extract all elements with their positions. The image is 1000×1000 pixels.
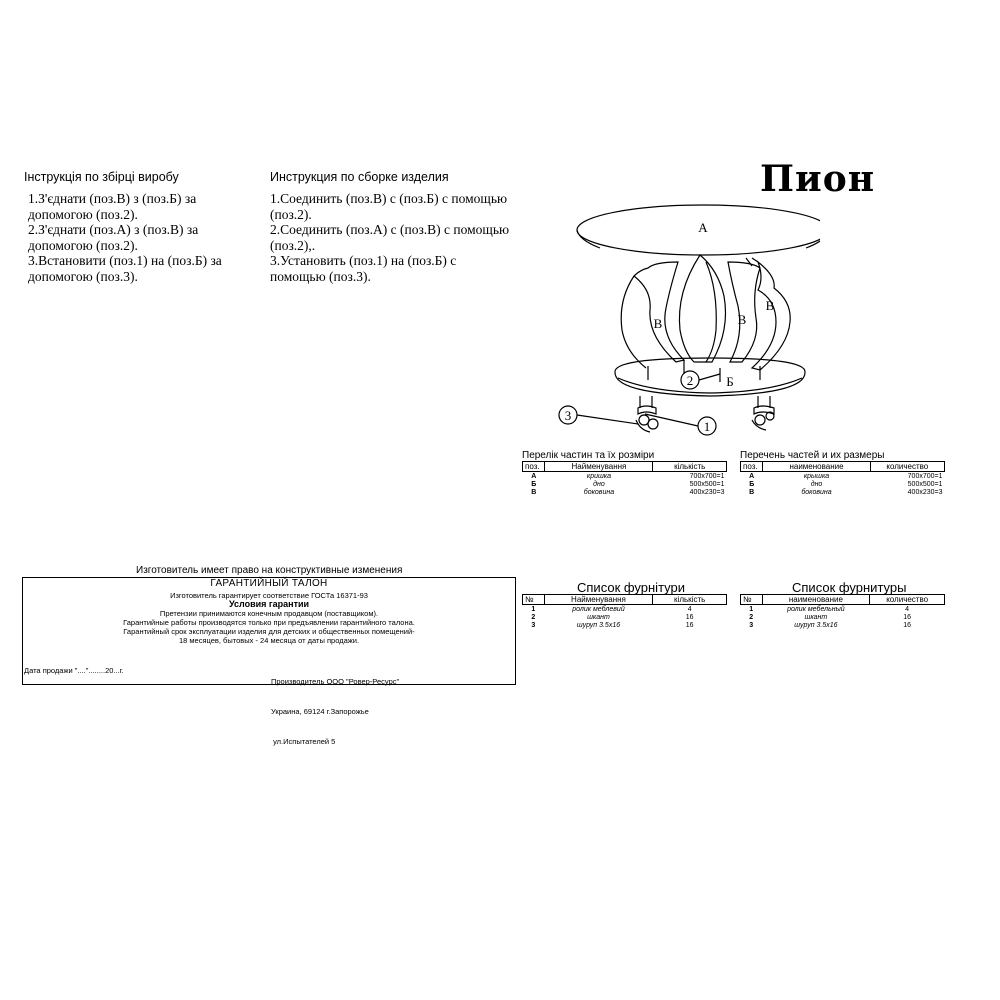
cell-name: крышка (803, 472, 830, 480)
column-header: Найменування (544, 595, 653, 605)
column-header: № (741, 595, 763, 605)
instruction-line: 3.Встановити (поз.1) на (поз.Б) за (28, 253, 222, 268)
guarantee-conditions-title: Условия гарантии (228, 599, 310, 609)
cell-qty: 16 (903, 621, 912, 629)
table-row (741, 613, 945, 621)
fittings-ru-table (740, 594, 945, 629)
label-base: Б (726, 374, 734, 389)
table-row (523, 480, 727, 488)
column-header: кількість (653, 595, 727, 605)
instructions-ua-steps (28, 191, 222, 284)
cell-name: дно (593, 480, 605, 488)
instructions-ua-title: Інструкція по збірці виробу (24, 170, 179, 184)
guarantee-line: Претензии принимаются конечным продавцом (поставщиком). (159, 609, 379, 618)
parts-ua-table (522, 461, 727, 496)
callout-2-label: 2 (686, 373, 694, 388)
table-row (741, 480, 945, 488)
producer-line: Украина, 69124 г.Запорожье (271, 707, 369, 716)
column-header: количество (870, 595, 945, 605)
cell-code: 1 (749, 605, 754, 613)
table-row (523, 613, 727, 621)
cell-code: В (749, 488, 755, 496)
cell-name: шуруп 3.5х16 (794, 621, 838, 629)
cell-name: боковина (583, 488, 615, 496)
cell-qty: 400х230=3 (907, 488, 943, 496)
sale-date: Дата продажи "...."........20...г. (24, 666, 124, 675)
cell-qty: 700х700=1 (689, 472, 725, 480)
table-header (523, 595, 727, 605)
table-header (523, 462, 727, 472)
table-row (523, 472, 727, 481)
cell-code: 3 (749, 621, 754, 629)
instruction-line: допомогою (поз.2). (28, 237, 138, 253)
cell-qty: 16 (903, 613, 912, 621)
manufacturer-note: Изготовитель имеет право на конструктивные изменения (136, 565, 403, 576)
column-header: поз. (741, 462, 763, 472)
table-header (741, 462, 945, 472)
parts-ru-title: Перечень частей и их размеры (740, 450, 885, 461)
instruction-line: (поз.2),. (270, 237, 316, 253)
cell-code: Б (749, 480, 755, 488)
cell-name: шкант (587, 613, 610, 621)
producer-info (271, 657, 399, 767)
instructions-ru-steps (270, 191, 509, 284)
cell-qty: 700х700=1 (907, 472, 943, 480)
column-header: кількість (653, 462, 727, 472)
guarantee-title: ГАРАНТИЙНЫЙ ТАЛОН (210, 578, 328, 589)
cell-code: А (749, 472, 755, 480)
cell-code: Б (531, 480, 537, 488)
fittings-ua-table (522, 594, 727, 629)
table-row (741, 488, 945, 496)
table-header (741, 595, 945, 605)
assembly-drawing (545, 200, 820, 445)
column-header: наименование (763, 462, 870, 472)
guarantee-gost: Изготовитель гарантирует соответствие ГОСТа 16371-93 (170, 591, 368, 600)
label-side-left: В (653, 316, 663, 331)
cell-qty: 16 (685, 613, 694, 621)
cell-qty: 400х230=3 (689, 488, 725, 496)
instruction-line: 3.Установить (поз.1) на (поз.Б) с (270, 253, 457, 268)
instruction-line: допомогою (поз.2). (28, 206, 138, 222)
guarantee-line: Гарантийные работы производятся только при предъявлении гарантийного талона. (123, 618, 415, 627)
instruction-line: (поз.2). (270, 206, 312, 222)
table-row (741, 605, 945, 614)
cell-name: боковина (801, 488, 832, 496)
guarantee-card (22, 577, 516, 746)
column-header: количество (870, 462, 944, 472)
instruction-line: 2.Соединить (поз.А) с (поз.В) с помощью (270, 222, 510, 237)
instructions-ru-title: Инструкция по сборке изделия (270, 170, 449, 184)
label-side-right: В (765, 298, 775, 313)
cell-qty: 16 (685, 621, 694, 629)
instruction-line: 1.З'єднати (поз.В) з (поз.Б) за (28, 191, 197, 206)
cell-code: 3 (531, 621, 536, 629)
callout-1-label: 1 (703, 419, 711, 434)
cell-qty: 500х500=1 (907, 480, 943, 488)
cell-name: кришка (586, 472, 611, 480)
column-header: поз. (523, 462, 545, 472)
label-top: А (698, 220, 708, 235)
table-row (523, 621, 727, 629)
producer-line: Производитель ООО "Ровер-Ресурс" (271, 677, 400, 686)
instruction-line: допомогою (поз.3). (28, 268, 138, 284)
label-side-center: В (737, 312, 747, 327)
table-row (741, 621, 945, 629)
cell-code: В (531, 488, 537, 496)
cell-qty: 500х500=1 (689, 480, 725, 488)
roller-right (752, 396, 774, 430)
cell-code: 1 (531, 605, 536, 613)
guarantee-line: 18 месяцев, бытовых - 24 месяца от даты продажи. (178, 636, 360, 645)
fittings-ua-title: Список фурнітури (577, 580, 686, 595)
cell-name: дно (810, 480, 823, 488)
instruction-line: 2.З'єднати (поз.А) з (поз.В) за (28, 222, 199, 237)
cell-qty: 4 (905, 605, 910, 613)
table-row (741, 472, 945, 481)
callout-3-label: 3 (564, 408, 572, 423)
instruction-line: помощью (поз.3). (270, 268, 371, 284)
side-panel-center (679, 255, 725, 362)
side-panel-left (634, 262, 684, 362)
column-header: наименование (762, 595, 870, 605)
parts-ru-table (740, 461, 945, 496)
instruction-line: 1.Соединить (поз.В) с (поз.Б) с помощью (270, 191, 508, 206)
cell-name: шуруп 3.5х16 (576, 621, 621, 629)
fittings-ru-title: Список фурнитуры (792, 580, 907, 595)
cell-code: 2 (749, 613, 754, 621)
product-name: Пион (760, 158, 876, 200)
cell-name: шкант (804, 613, 828, 621)
cell-code: А (531, 472, 537, 480)
cell-qty: 4 (687, 605, 692, 613)
guarantee-line: Гарантийный срок эксплуатации изделия для детских и общественных помещений- (123, 627, 415, 636)
producer-line: ул.Испытателей 5 (271, 737, 336, 746)
cell-code: 2 (531, 613, 536, 621)
cell-name: ролик меблевий (572, 605, 625, 613)
table-row (523, 488, 727, 496)
parts-ua-title: Перелік частин та їх розміри (522, 450, 655, 461)
table-row (523, 605, 727, 614)
column-header: Найменування (545, 462, 653, 472)
cell-name: ролик мебельный (787, 605, 845, 613)
column-header: № (523, 595, 545, 605)
